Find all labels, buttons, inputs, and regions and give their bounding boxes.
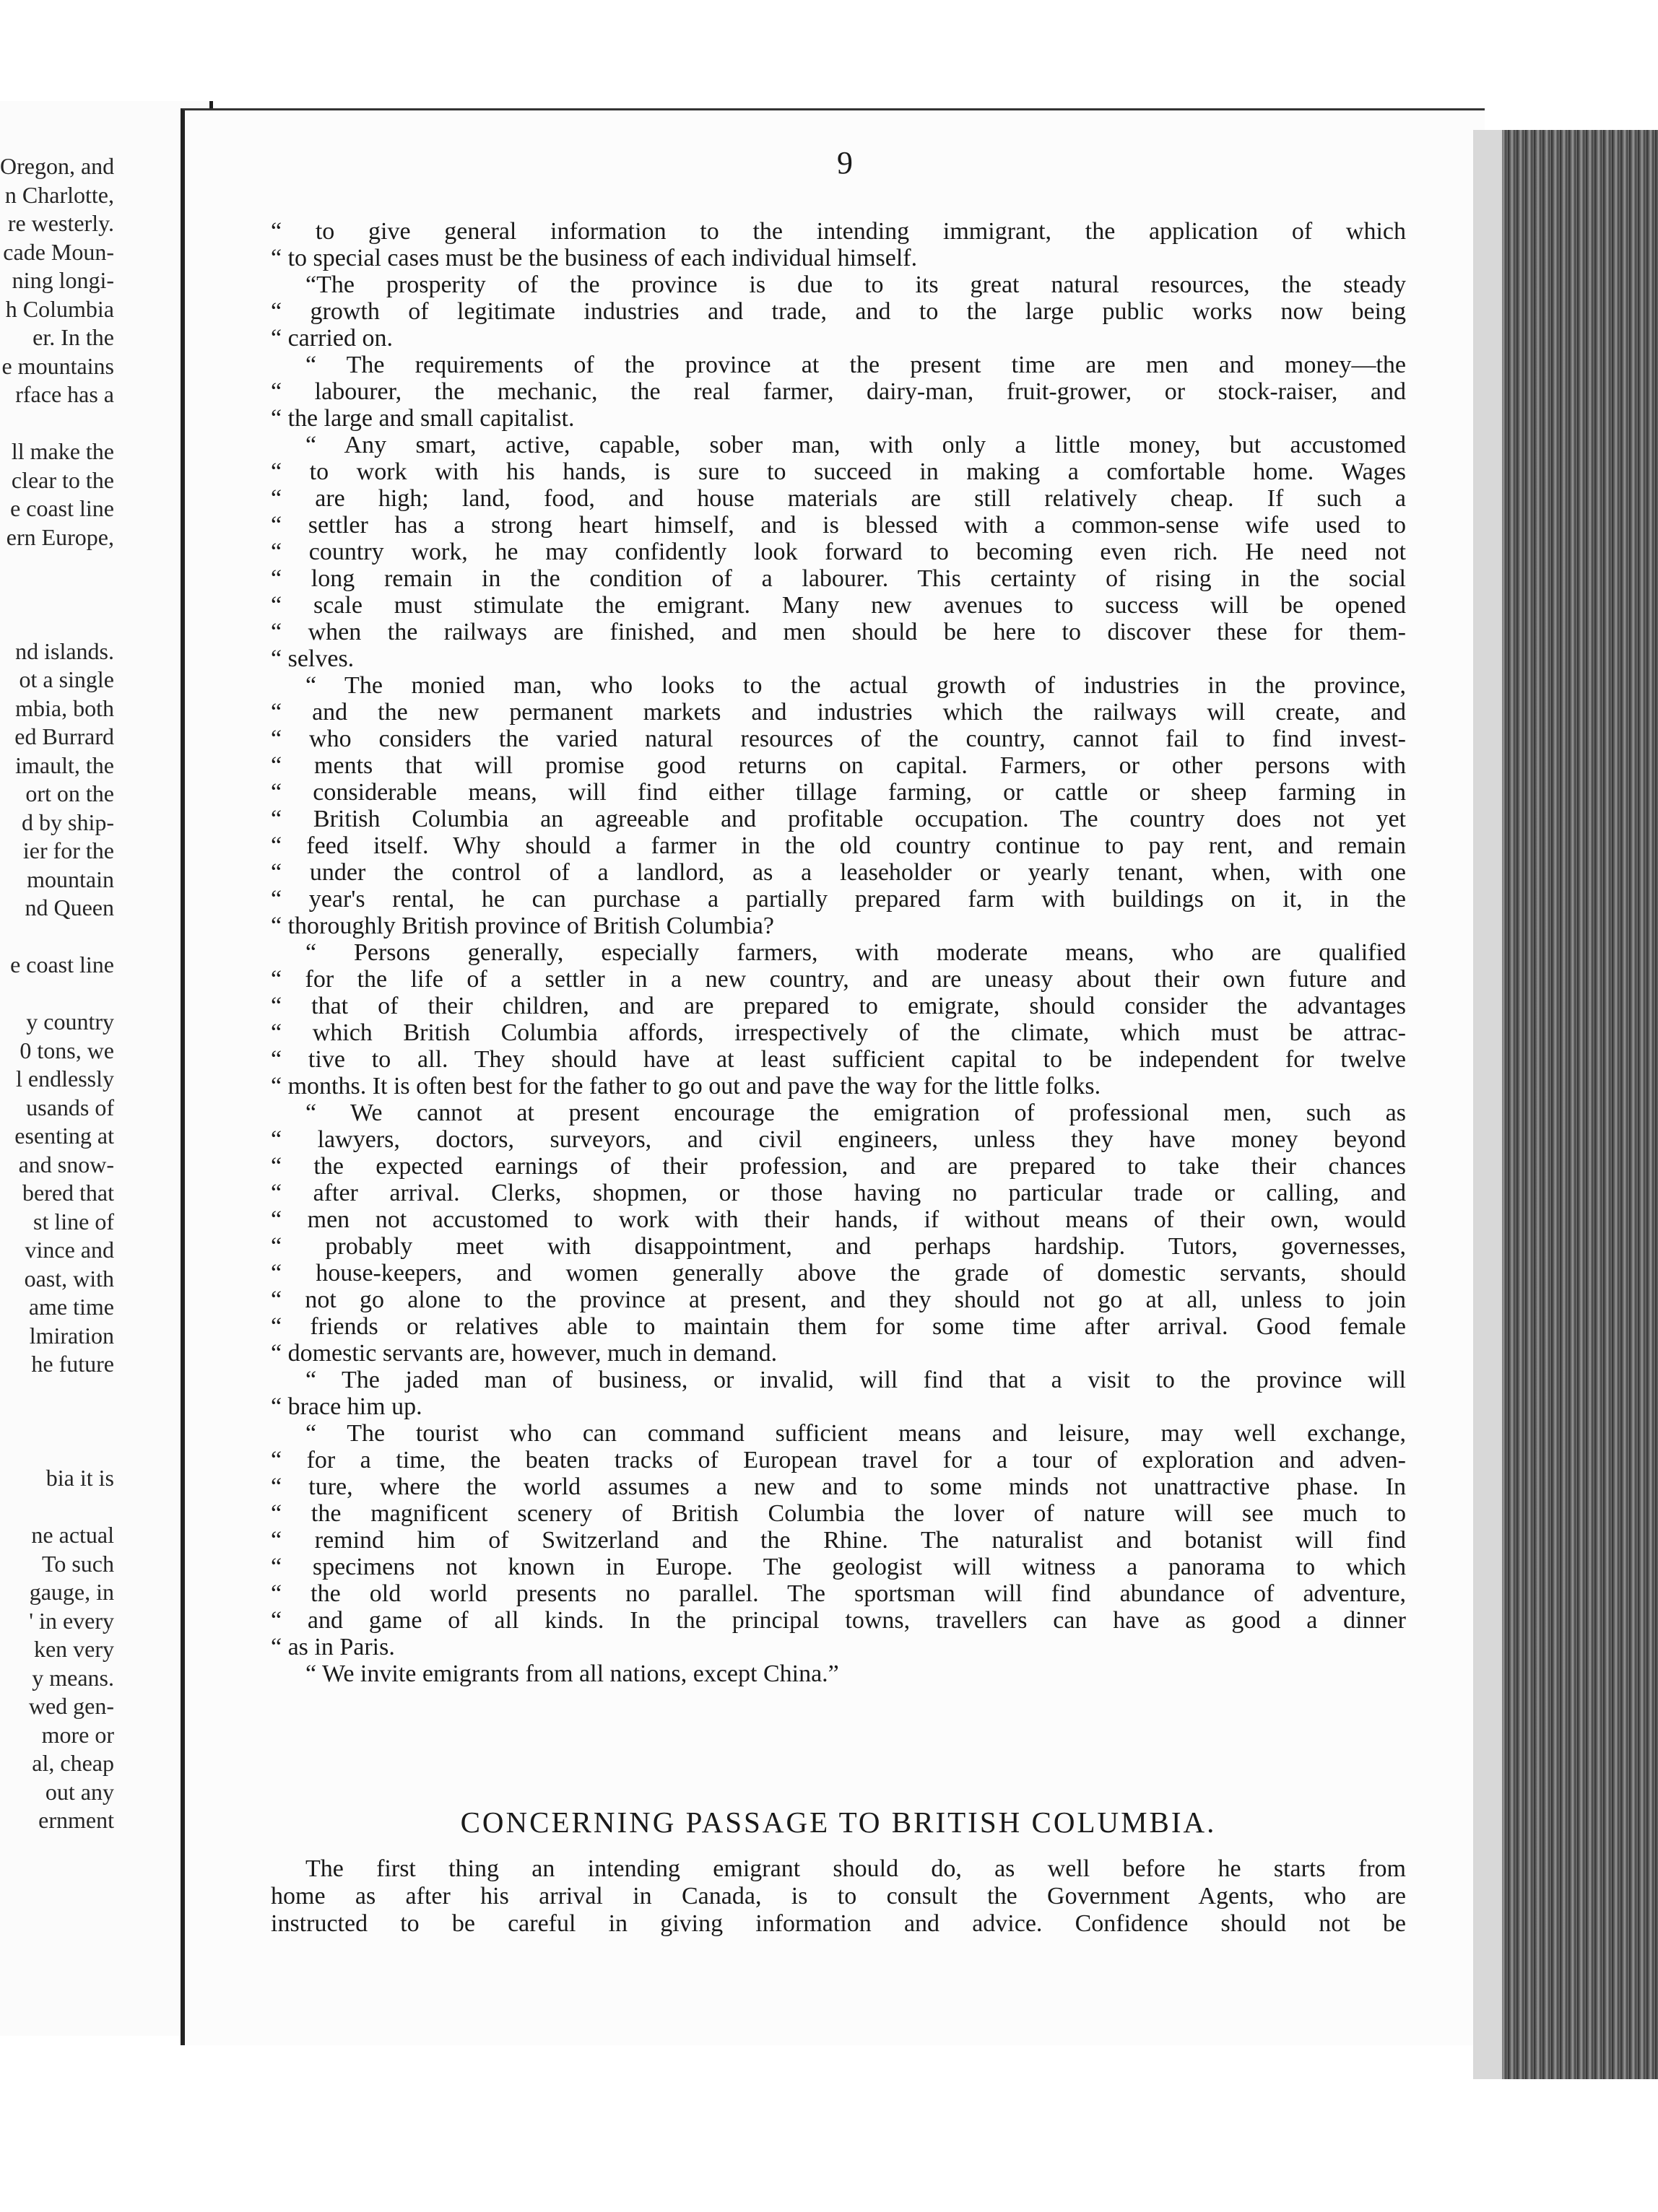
left-page-line: ne actual [31, 1522, 114, 1548]
left-page-line: ken very [33, 1636, 114, 1662]
text-line: “ The tourist who can command sufficient means and leisure, may well exchange, [305, 1420, 1406, 1447]
text-line: “ year's rental, he can purchase a partially prepared farm with buildings on it, in the [271, 886, 1406, 913]
left-page-line: e coast line [10, 952, 114, 977]
text-line: “ The jaded man of business, or invalid, will find that a visit to the province will [305, 1367, 1406, 1393]
left-page-line: nd Queen [25, 894, 114, 920]
text-line: “ considerable means, will find either tillage farming, or cattle or sheep farming in [271, 779, 1406, 806]
left-page-line: and snow- [18, 1151, 114, 1177]
text-line: “ specimens not known in Europe. The geologist will witness a panorama to which [271, 1554, 1406, 1580]
left-page-line: e coast line [10, 495, 114, 521]
text-line: “ We cannot at present encourage the emigration of professional men, such as [305, 1100, 1406, 1126]
text-line: “ after arrival. Clerks, shopmen, or those having no particular trade or calling, and [271, 1180, 1406, 1206]
text-line: “ domestic servants are, however, much in demand. [271, 1340, 778, 1367]
left-page-line: wed gen- [28, 1693, 114, 1719]
text-line: “ The requirements of the province at the present time are men and money—the [305, 352, 1406, 378]
text-line: “ house-keepers, and women generally above the grade of domestic servants, should [271, 1260, 1406, 1286]
left-page-line: er. In the [32, 324, 114, 350]
left-page-line: ort on the [25, 780, 114, 806]
text-line: “ ture, where the world assumes a new and to some minds not unattractive phase. In [271, 1473, 1406, 1500]
text-line: “ Persons generally, especially farmers, with moderate means, who are qualified [305, 939, 1406, 966]
left-page-line: ot a single [19, 666, 114, 692]
text-line: “ as in Paris. [271, 1634, 395, 1660]
text-line: “ probably meet with disappointment, and perhaps hardship. Tutors, governesses, [271, 1233, 1406, 1260]
left-page-line: ll make the [11, 438, 114, 464]
text-line: “ the expected earnings of their profession, and are prepared to take their chances [271, 1153, 1406, 1180]
text-line: “ not go alone to the province at present, and they should not go at all, unless to join [271, 1286, 1406, 1313]
left-page-line: he future [31, 1351, 114, 1377]
left-page-line: bered that [22, 1180, 114, 1206]
text-line: “ the large and small capitalist. [271, 405, 575, 432]
left-page-line: lmiration [29, 1322, 114, 1349]
text-line: “ men not accustomed to work with their hands, if without means of their own, would [271, 1206, 1406, 1233]
text-line: “ country work, he may confidently look forward to becoming even rich. He need not [271, 539, 1406, 565]
left-page-line: d by ship- [22, 809, 114, 835]
left-page-line: gauge, in [29, 1579, 114, 1605]
left-page-line: e mountains [1, 352, 114, 379]
text-line: “ selves. [271, 645, 355, 672]
left-page-line: st line of [33, 1208, 114, 1235]
text-line: “ months. It is often best for the father to go out and pave the way for the little folks. [271, 1073, 1101, 1100]
text-line: “ to give general information to the intending immigrant, the application of which [271, 218, 1406, 245]
page-edge-strip [1473, 130, 1502, 2079]
text-line: “ which British Columbia affords, irrespectively of the climate, which must be attrac- [271, 1019, 1406, 1046]
left-page-line: ning longi- [12, 267, 114, 293]
left-page-line: h Columbia [5, 295, 114, 322]
text-line: “ ments that will promise good returns on capital. Farmers, or other persons with [271, 752, 1406, 779]
text-line: “ for a time, the beaten tracks of European travel for a tour of exploration and adven- [271, 1447, 1406, 1473]
text-line: “ remind him of Switzerland and the Rhine. The naturalist and botanist will find [271, 1527, 1406, 1554]
left-page-line: cade Moun- [3, 238, 114, 265]
text-line: “ tive to all. They should have at least sufficient capital to be independent for twelve [271, 1046, 1406, 1073]
text-line: home as after his arrival in Canada, is to consult the Government Agents, who are [271, 1883, 1406, 1910]
text-line: “ carried on. [271, 325, 393, 352]
left-page-line: nd islands. [15, 637, 114, 664]
text-line: “ and the new permanent markets and industries which the railways will create, and [271, 699, 1406, 726]
text-line: “ scale must stimulate the emigrant. Many new avenues to success will be opened [271, 592, 1406, 619]
page-number: 9 [837, 145, 853, 180]
left-page-line: ier for the [22, 837, 114, 863]
text-line: “ the old world presents no parallel. The sportsman will find abundance of adventure, [271, 1580, 1406, 1607]
left-page-line: al, cheap [32, 1750, 114, 1776]
text-line: The first thing an intending emigrant should do, as well before he starts from [305, 1855, 1406, 1882]
text-line: “ are high; land, food, and house materials are still relatively cheap. If such a [271, 485, 1406, 512]
text-line: “ and game of all kinds. In the principal towns, travellers can have as good a dinner [271, 1607, 1406, 1634]
left-page-line: Oregon, and [0, 153, 115, 179]
text-line: “ the magnificent scenery of British Columbia the lover of nature will see much to [271, 1500, 1406, 1527]
text-line: “ British Columbia an agreeable and profitable occupation. The country does not yet [271, 806, 1406, 832]
left-page-line: y means. [32, 1664, 114, 1691]
left-page-line: ern Europe, [6, 523, 114, 550]
text-line: “ that of their children, and are prepared to emigrate, should consider the advantages [271, 993, 1406, 1019]
left-page-line: ernment [38, 1807, 114, 1833]
left-page-line: mbia, both [15, 694, 114, 721]
left-page-line: clear to the [11, 466, 114, 493]
left-page-line: ame time [28, 1294, 114, 1320]
left-page-line: vince and [25, 1237, 114, 1263]
left-page-line: usands of [26, 1094, 114, 1120]
text-line: “ growth of legitimate industries and trade, and to the large public works now being [271, 298, 1406, 325]
text-line: “ who considers the varied natural resources of the country, cannot fail to find invest- [271, 726, 1406, 752]
left-page-line: esenting at [14, 1123, 114, 1149]
left-page-line: 0 tons, we [19, 1037, 114, 1063]
left-page-line: re westerly. [7, 210, 114, 236]
left-page-line: ed Burrard [14, 723, 114, 749]
text-line: “ labourer, the mechanic, the real farmer, dairy-man, fruit-grower, or stock-raiser, and [271, 378, 1406, 405]
text-line: “ settler has a strong heart himself, and is blessed with a common-sense wife used to [271, 512, 1406, 539]
text-line: instructed to be careful in giving information and advice. Confidence should not be [271, 1910, 1406, 1937]
section-heading: CONCERNING PASSAGE TO BRITISH COLUMBIA. [460, 1806, 1217, 1839]
left-page-line: l endlessly [16, 1066, 114, 1092]
left-page-line: oast, with [24, 1265, 114, 1292]
left-page-line: more or [41, 1721, 114, 1748]
text-line: “ thoroughly British province of British Columbia? [271, 913, 774, 939]
text-line: “ friends or relatives able to maintain them for some time after arrival. Good female [271, 1313, 1406, 1340]
text-line: “ when the railways are finished, and men should be here to discover these for them- [271, 619, 1406, 645]
text-line: “ to work with his hands, is sure to succeed in making a comfortable home. Wages [271, 458, 1406, 485]
text-line: “ to special cases must be the business of each individual himself. [271, 245, 918, 271]
left-page-line: n Charlotte, [4, 181, 114, 208]
text-line: “ We invite emigrants from all nations, except China.” [305, 1660, 839, 1687]
text-line: “ under the control of a landlord, as a leaseholder or yearly tenant, when, with one [271, 859, 1406, 886]
quoted-passage [271, 218, 1406, 1687]
text-line: “ brace him up. [271, 1393, 422, 1420]
text-line: “ feed itself. Why should a farmer in the old country continue to pay rent, and remain [271, 832, 1406, 859]
text-line: “ lawyers, doctors, surveyors, and civil engineers, unless they have money beyond [271, 1126, 1406, 1153]
left-page-line: imault, the [15, 752, 114, 778]
text-line: “ Any smart, active, capable, sober man, with only a little money, but accustomed [305, 432, 1406, 458]
section-body [271, 1855, 1406, 1938]
left-page-line: ' in every [29, 1607, 114, 1634]
left-page-line: mountain [27, 866, 114, 892]
left-page-line: rface has a [15, 381, 114, 407]
text-line: “ long remain in the condition of a labourer. This certainty of rising in the social [271, 565, 1406, 592]
left-page-line: To such [42, 1550, 114, 1577]
left-page-line: y country [26, 1009, 114, 1035]
left-page-line: out any [45, 1778, 114, 1805]
text-line: “ The monied man, who looks to the actual growth of industries in the province, [305, 672, 1406, 699]
text-line: “The prosperity of the province is due to its great natural resources, the steady [305, 271, 1406, 298]
text-line: “ for the life of a settler in a new country, and are uneasy about their own future and [271, 966, 1406, 993]
left-page-line: bia it is [45, 1465, 114, 1491]
